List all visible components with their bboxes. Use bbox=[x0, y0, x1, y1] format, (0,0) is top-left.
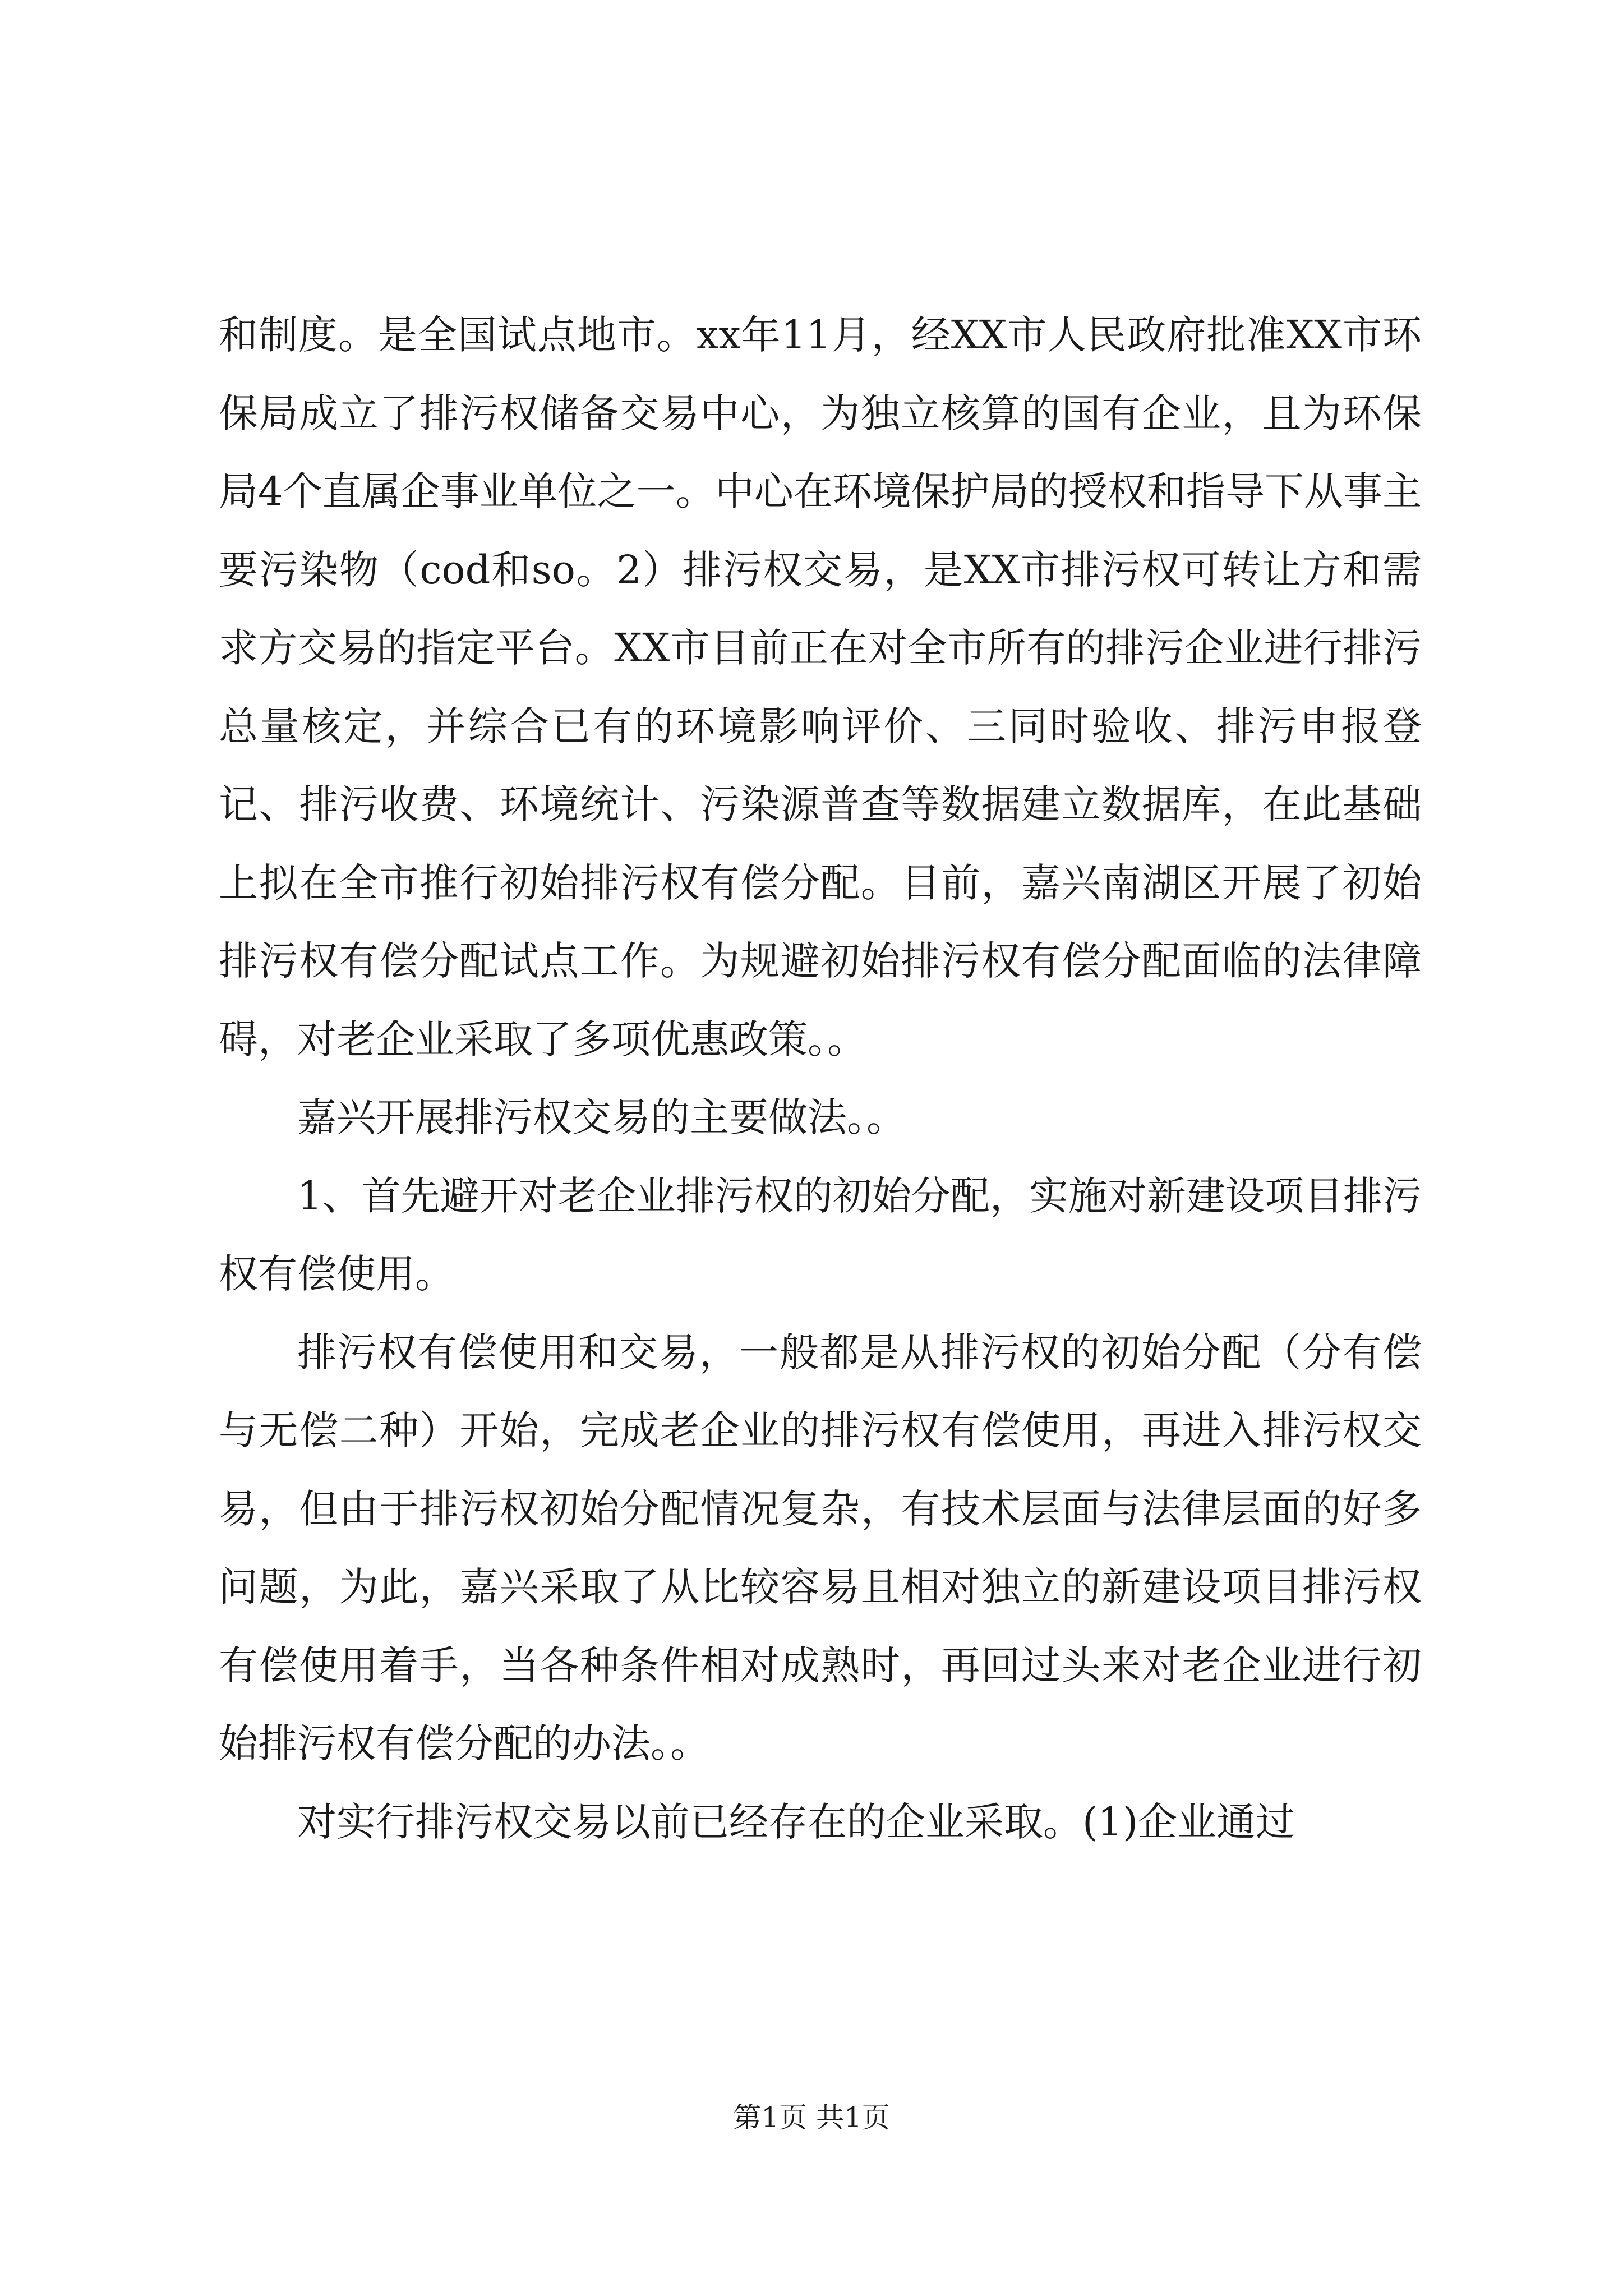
paragraph-2: 嘉兴开展排污权交易的主要做法。。 bbox=[297, 1094, 906, 1140]
page-footer: 第1页 共1页 bbox=[733, 2101, 890, 2134]
document-body bbox=[219, 296, 1422, 1861]
paragraph-4: 排污权有偿使用和交易，一般都是从排污权的初始分配（分有偿与无偿二种）开始，完成老企业的排污权有偿使用，再进入排污权交易，但由于排污权初始分配情况复杂，有技术层面与法律层面的好多问题，为此，嘉兴采取了从比较容易且相对独立的新建设项目排污权有偿使用着手，当各种条件相对成熟时，再回过头来对老企业进行初始排污权有偿分配的办法。。 bbox=[219, 1329, 1422, 1766]
paragraph-5: 对实行排污权交易以前已经存在的企业采取。(1)企业通过 bbox=[297, 1798, 1295, 1845]
paragraph-3: 1、首先避开对老企业排污权的初始分配，实施对新建设项目排污权有偿使用。 bbox=[219, 1172, 1422, 1297]
paragraph-1: 和制度。是全国试点地市。xx年11月，经XX市人民政府批准XX市环保局成立了排污权储备交易中心，为独立核算的国有企业，且为环保局4个直属企事业单位之一。中心在环境保护局的授权和指导下从事主要污染物（cod和so。2）排污权交易，是XX市排污权可转让方和需求方交易的指定平台。XX市目前正在对全市所有的排污企业进行排污总量核定，并综合已有的环境影响评价、三同时验收、排污申报登记、排污收费、环境统计、污染源普查等数据建立数据库，在此基础上拟在全市推行初始排污权有偿分配。目前，嘉兴南湖区开展了初始排污权有偿分配试点工作。为规避初始排污权有偿分配面临的法律障碍，对老企业采取了多项优惠政策。。 bbox=[219, 312, 1422, 1062]
